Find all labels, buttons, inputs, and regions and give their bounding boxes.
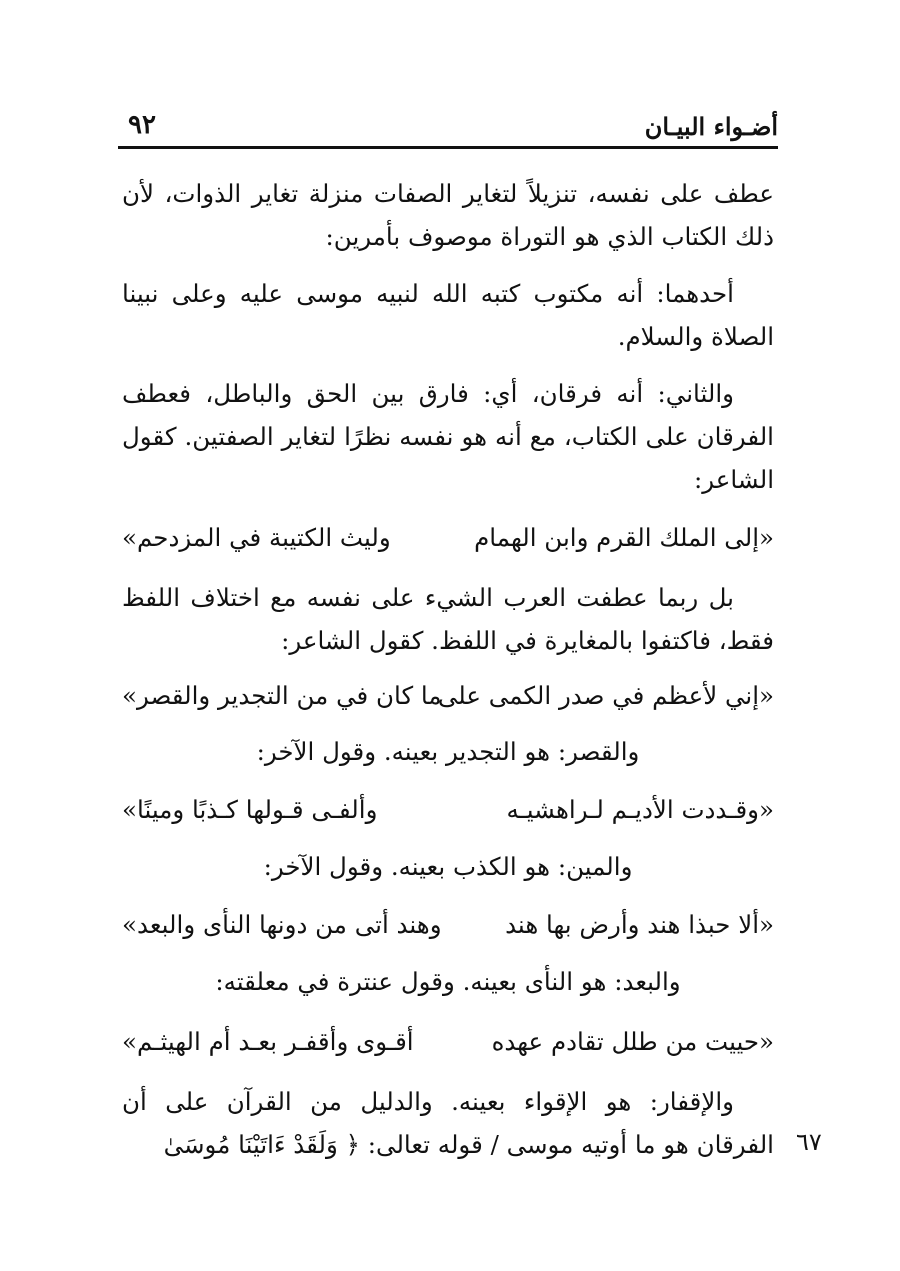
verse-1 <box>122 516 774 559</box>
verse-4-second-hemistich: وهند أتى من دونها النأى والبعد» <box>122 910 442 939</box>
header-rule <box>118 146 778 149</box>
paragraph-2: أحدهما: أنه مكتوب كتبه الله لنبيه موسى عليه وعلى نبينا الصلاة والسلام. <box>122 279 774 351</box>
verse-3 <box>122 788 774 831</box>
verse-3-first-hemistich: «وقـددت الأديـم لـراهشيـه <box>506 795 774 824</box>
paragraph-3: والثاني: أنه فرقان، أي: فارق بين الحق والباطل، فعطف الفرقان على الكتاب، مع أنه هو نفسه نظرًا لتغاير الصفتين. كقول الشاعر: <box>122 379 774 494</box>
verse-4-first-hemistich: «ألا حبذا هند وأرض بها هند <box>505 910 774 939</box>
verse-1-first-hemistich: «إلى الملك القرم وابن الهمام <box>474 523 774 552</box>
paragraph-1: عطف على نفسه، تنزيلاً لتغاير الصفات منزلة تغاير الذوات، لأن ذلك الكتاب الذي هو التوراة موصوف بأمرين: <box>122 179 774 251</box>
verse-5-second-hemistich: أقـوى وأقفـر بعـد أم الهيثـم» <box>122 1027 414 1056</box>
paragraph-4: بل ربما عطفت العرب الشيء على نفسه مع اختلاف اللفظ فقط، فاكتفوا بالمغايرة في اللفظ. كقول الشاعر: <box>122 583 774 655</box>
verse-2 <box>122 674 774 717</box>
page-number: ٩٢ <box>128 110 156 140</box>
paragraph-5: والإقفار: هو الإقواء بعينه. والدليل من القرآن على أن الفرقان هو ما أوتيه موسى / قوله تعالى: ﴿ وَلَقَدْ ءَاتَيْنَا مُوسَىٰ <box>122 1087 774 1159</box>
margin-page-reference: ٦٧ <box>796 1128 822 1156</box>
verse-3-second-hemistich: وألفـى قـولها كـذبًا ومينًا» <box>122 795 378 824</box>
running-header <box>120 108 778 144</box>
verse-4 <box>122 903 774 946</box>
note-3: والمين: هو الكذب بعينه. وقول الآخر: <box>263 852 633 881</box>
verse-5 <box>122 1020 774 1063</box>
note-4: والبعد: هو النأى بعينه. وقول عنترة في معلقته: <box>215 967 681 996</box>
verse-1-second-hemistich: وليث الكتيبة في المزدحم» <box>122 523 391 552</box>
verse-5-first-hemistich: «حييت من طلل تقادم عهده <box>491 1027 774 1056</box>
book-title: أضـواء البيـان <box>644 112 778 141</box>
note-2: والقصر: هو التجدير بعينه. وقول الآخر: <box>256 737 640 766</box>
verse-2-first-hemistich: «إني لأعظم في صدر الكمى على <box>437 681 774 710</box>
verse-2-second-hemistich: ما كان في من التجدير والقصر» <box>122 681 442 710</box>
